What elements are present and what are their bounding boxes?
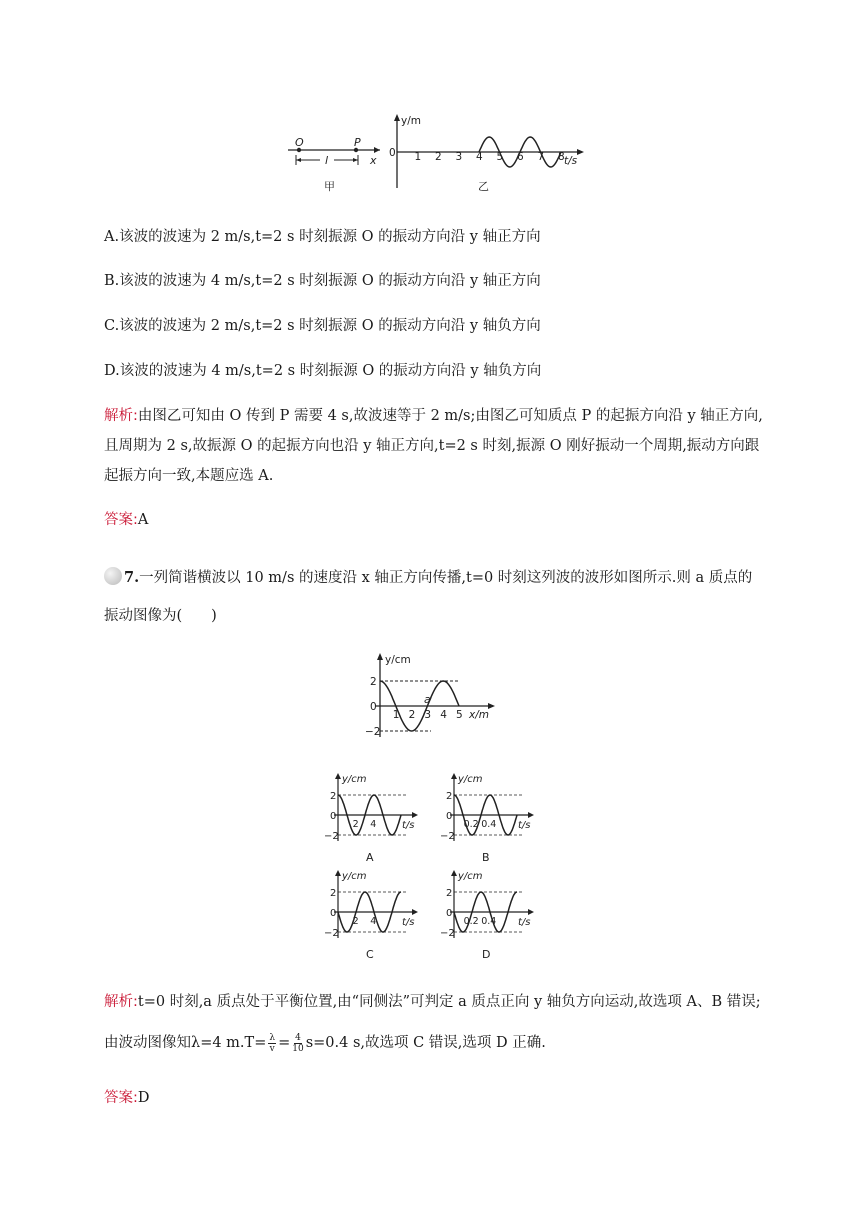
opt-xtick: 0.2 bbox=[463, 819, 479, 830]
label-l: l bbox=[325, 154, 329, 167]
q7-answer-label: 答案: bbox=[104, 1090, 138, 1106]
q6-answer: 答案:A bbox=[104, 512, 149, 528]
opt-ytick: 2 bbox=[330, 791, 337, 802]
wave-x-tick: 5 bbox=[456, 709, 463, 721]
figure-yi bbox=[389, 114, 584, 193]
opt-ytick: −2 bbox=[324, 831, 339, 842]
yi-tick-label: 6 bbox=[517, 151, 524, 163]
opt-xtick: 0.2 bbox=[463, 916, 479, 927]
yi-tick-label: 7 bbox=[537, 151, 545, 163]
opt-ytick: −2 bbox=[324, 928, 339, 939]
wave-x-tick: 2 bbox=[408, 709, 416, 721]
yi-origin: 0 bbox=[389, 147, 396, 159]
opt-xlabel: t/s bbox=[402, 820, 415, 831]
svg-text:0: 0 bbox=[370, 701, 377, 713]
label-x: x bbox=[370, 154, 377, 167]
opt-ytick: −2 bbox=[440, 831, 455, 842]
option-figure-caption: D bbox=[482, 948, 491, 961]
opt-xtick: 0.4 bbox=[481, 819, 497, 830]
opt-xtick: 4 bbox=[370, 819, 377, 830]
opt-xlabel: t/s bbox=[518, 917, 531, 928]
caption-jia: 甲 bbox=[324, 180, 335, 193]
opt-ytick: 0 bbox=[330, 811, 337, 822]
yi-ylabel: y/m bbox=[401, 115, 421, 127]
label-O: O bbox=[295, 136, 304, 149]
opt-ytick: 0 bbox=[446, 811, 453, 822]
q7-analysis-line-2: 由波动图像知λ=4 m.T= $\frac{\lambda}{v}$ = $\frac{4}{10}$ s=0.4 s,故选项 C 错误,选项 D 正确. bbox=[104, 1032, 546, 1054]
q7-stem-line-1: 7.一列简谐横波以 10 m/s 的速度沿 x 轴正方向传播,t=0 时刻这列波的波形如图所示.则 a 质点的 bbox=[104, 567, 752, 588]
yi-xlabel: t/s bbox=[564, 155, 578, 167]
opt-xlabel: t/s bbox=[402, 917, 415, 928]
svg-text:2: 2 bbox=[370, 676, 377, 688]
yi-tick-label: 4 bbox=[476, 151, 483, 163]
q7-number: 7. bbox=[124, 569, 140, 586]
wave-x-ticks bbox=[393, 709, 463, 721]
option-d: D.该波的波速为 4 m/s,t=2 s 时刻振源 O 的振动方向沿 y 轴负方向 bbox=[104, 363, 542, 379]
opt-ytick: 0 bbox=[330, 908, 337, 919]
yi-tick-label: 2 bbox=[435, 151, 442, 163]
fraction-lambda-over-v: $\frac{\lambda}{v}$ bbox=[269, 1032, 276, 1054]
q6-analysis-line-2: 且周期为 2 s,故振源 O 的起振方向也沿 y 轴正方向,t=2 s 时刻,振源 O 刚好振动一个周期,振动方向跟 bbox=[104, 438, 760, 454]
opt-ylabel: y/cm bbox=[458, 871, 483, 882]
wave-xlabel: x/m bbox=[469, 709, 489, 721]
opt-ytick: 2 bbox=[446, 888, 453, 899]
yi-tick-label: 5 bbox=[496, 151, 504, 163]
option-figure-c bbox=[318, 868, 438, 964]
caption-yi: 乙 bbox=[478, 180, 489, 193]
opt-ytick: 2 bbox=[330, 888, 337, 899]
opt-ytick: −2 bbox=[440, 928, 455, 939]
yi-tick-label: 8 bbox=[558, 151, 565, 163]
opt-xlabel: t/s bbox=[518, 820, 531, 831]
opt-ylabel: y/cm bbox=[458, 774, 483, 785]
q7-stem-line-2: 振动图像为( ) bbox=[104, 608, 217, 624]
opt-ylabel: y/cm bbox=[342, 774, 367, 785]
wave-x-tick: 4 bbox=[440, 709, 447, 721]
option-figure-caption: A bbox=[366, 851, 374, 864]
q6-analysis-line-3: 起振方向一致,本题应选 A. bbox=[104, 468, 274, 484]
opt-ylabel: y/cm bbox=[342, 871, 367, 882]
wave-figure bbox=[365, 651, 495, 741]
opt-xtick: 2 bbox=[352, 916, 359, 927]
figure-jia-yi bbox=[280, 112, 590, 197]
option-figure-d bbox=[434, 868, 554, 964]
option-figure-caption: C bbox=[366, 948, 374, 961]
q7-analysis-label: 解析: bbox=[104, 994, 138, 1010]
opt-ytick: 0 bbox=[446, 908, 453, 919]
option-figure-caption: B bbox=[482, 851, 490, 864]
question-marker-icon bbox=[104, 567, 122, 585]
svg-text:−2: −2 bbox=[365, 726, 381, 738]
opt-xtick: 4 bbox=[370, 916, 377, 927]
option-figure-a bbox=[318, 771, 438, 867]
q6-answer-label: 答案: bbox=[104, 512, 138, 528]
yi-tick-label: 3 bbox=[455, 151, 463, 163]
wave-point-a: a bbox=[424, 693, 431, 706]
label-P: P bbox=[354, 136, 361, 149]
q7-analysis-line-1: 解析:t=0 时刻,a 质点处于平衡位置,由“同侧法”可判定 a 质点正向 y 轴负方向运动,故选项 A、B 错误; bbox=[104, 994, 761, 1010]
q6-analysis-label: 解析: bbox=[104, 408, 138, 424]
figure-jia bbox=[288, 136, 380, 193]
option-b: B.该波的波速为 4 m/s,t=2 s 时刻振源 O 的振动方向沿 y 轴正方向 bbox=[104, 273, 541, 289]
q7-answer: 答案:D bbox=[104, 1090, 150, 1106]
option-figure-b bbox=[434, 771, 554, 867]
q6-analysis-line-1: 解析:由图乙可知由 O 传到 P 需要 4 s,故波速等于 2 m/s;由图乙可知质点 P 的起振方向沿 y 轴正方向, bbox=[104, 408, 763, 424]
wave-x-tick: 1 bbox=[392, 709, 400, 721]
fraction-4-over-10: $\frac{4}{10}$ bbox=[292, 1032, 304, 1054]
option-a: A.该波的波速为 2 m/s,t=2 s 时刻振源 O 的振动方向沿 y 轴正方向 bbox=[104, 229, 541, 245]
opt-ytick: 2 bbox=[446, 791, 453, 802]
wave-x-tick: 3 bbox=[424, 709, 432, 721]
yi-tick-label: 1 bbox=[414, 151, 422, 163]
wave-ylabel: y/cm bbox=[385, 654, 411, 666]
opt-xtick: 2 bbox=[352, 819, 359, 830]
opt-xtick: 0.4 bbox=[481, 916, 497, 927]
option-c: C.该波的波速为 2 m/s,t=2 s 时刻振源 O 的振动方向沿 y 轴负方向 bbox=[104, 318, 541, 334]
